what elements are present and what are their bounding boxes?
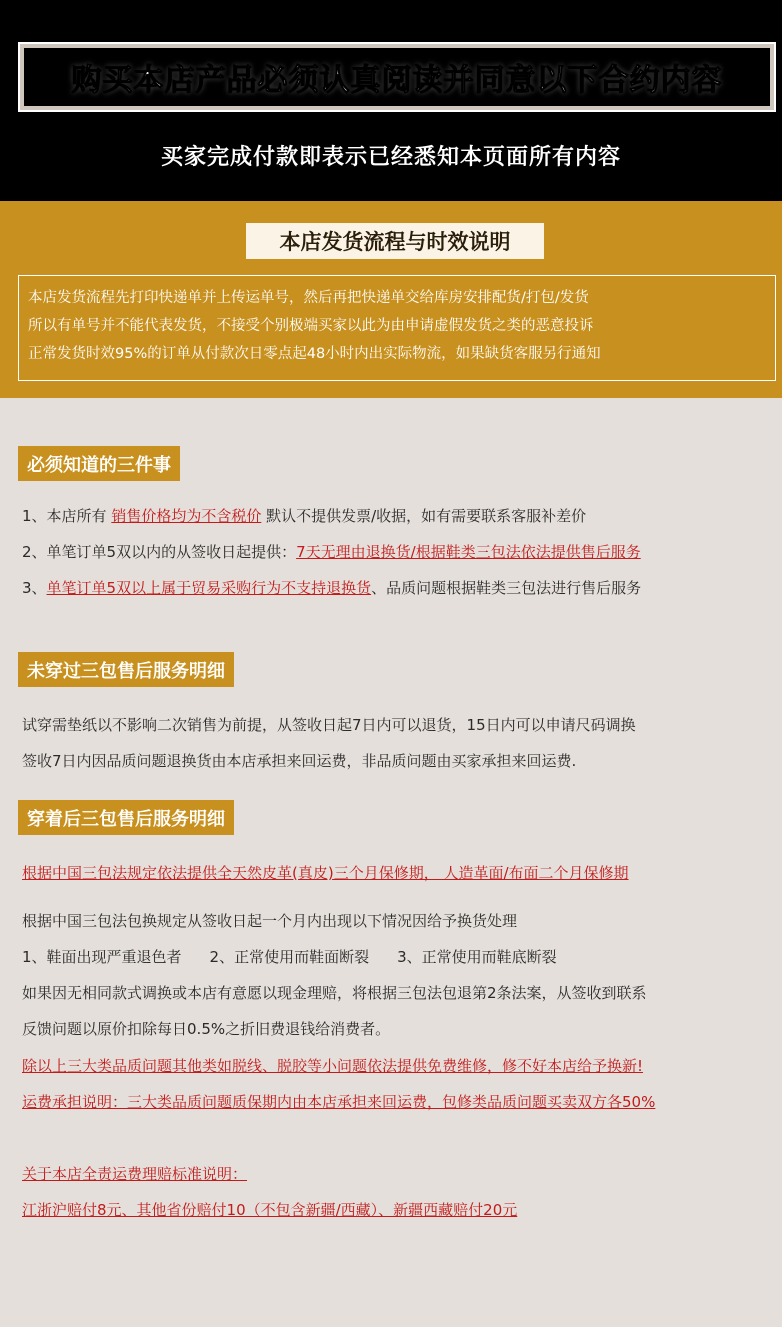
shipping-section bbox=[0, 201, 782, 398]
item-text: 默认不提供发票/收据，如有需要联系客服补差价 bbox=[261, 507, 587, 525]
three-things-item-1 bbox=[22, 506, 586, 526]
tax-price-highlight: 销售价格均为不含税价 bbox=[111, 507, 262, 525]
warranty-highlight: 根据中国三包法规定依法提供全天然皮革(真皮)三个月保修期， 人造革面/布面二个月保修期 bbox=[22, 864, 629, 882]
header-title: 购买本店产品必须认真阅读并同意以下合约内容 bbox=[71, 63, 723, 98]
three-things-item-3 bbox=[22, 578, 641, 598]
item-text: 2、单笔订单5双以内的从签收日起提供： bbox=[22, 543, 297, 561]
shipping-title: 本店发货流程与时效说明 bbox=[246, 223, 544, 259]
compensation-detail: 江浙沪赔付8元、其他省份赔付10（不包含新疆/西藏）、新疆西藏赔付20元 bbox=[22, 1201, 518, 1219]
warranty-line bbox=[22, 863, 629, 883]
item-text: 3、 bbox=[22, 579, 47, 597]
shipping-line: 正常发货时效95%的订单从付款次日零点起48小时内出实际物流，如果缺货客服另行通知 bbox=[28, 346, 601, 362]
item-text: 1、本店所有 bbox=[22, 507, 112, 525]
bulk-order-highlight: 单笔订单5双以上属于贸易采购行为不支持退换货 bbox=[46, 579, 372, 597]
shipping-line: 本店发货流程先打印快递单并上传运单号，然后再把快递单交给库房安排配货/打包/发货 bbox=[28, 290, 589, 306]
compensation-title: 关于本店全责运费理赔标准说明： bbox=[22, 1165, 248, 1183]
worn-service-label: 穿着后三包售后服务明细 bbox=[18, 800, 234, 835]
compensation-detail-line bbox=[22, 1200, 517, 1220]
refund-line: 如果因无相同款式调换或本店有意愿以现金理赔，将根据三包法包退第2条法案，从签收到联系 bbox=[22, 984, 647, 1002]
item-text: 、品质问题根据鞋类三包法进行售后服务 bbox=[371, 579, 642, 597]
shipping-line: 所以有单号并不能代表发货，不接受个别极端买家以此为由申请虚假发货之类的恶意投诉 bbox=[28, 318, 594, 334]
refund-line: 反馈问题以原价扣除每日0.5%之折旧费退钱给消费者。 bbox=[22, 1020, 391, 1038]
exchange-intro: 根据中国三包法包换规定从签收日起一个月内出现以下情况因给予换货处理 bbox=[22, 912, 518, 930]
repair-line bbox=[22, 1056, 643, 1076]
policy-content bbox=[0, 398, 782, 1327]
header-banner bbox=[0, 0, 782, 201]
compensation-title-line bbox=[22, 1164, 247, 1184]
three-things-label: 必须知道的三件事 bbox=[18, 446, 180, 481]
condition-item: 3、正常使用而鞋底断裂 bbox=[397, 948, 557, 966]
header-title-box bbox=[24, 48, 770, 106]
freight-highlight: 运费承担说明：三大类品质问题质保期内由本店承担来回运费，包修类品质问题买卖双方各50% bbox=[22, 1093, 656, 1111]
three-things-item-2 bbox=[22, 542, 641, 562]
unworn-line: 试穿需垫纸以不影响二次销售为前提，从签收日起7日内可以退货，15日内可以申请尺码调换 bbox=[22, 716, 636, 734]
return-policy-highlight: 7天无理由退换货/根据鞋类三包法依法提供售后服务 bbox=[296, 543, 641, 561]
unworn-service-label: 未穿过三包售后服务明细 bbox=[18, 652, 234, 687]
shipping-notice-box bbox=[18, 275, 776, 381]
header-title-frame bbox=[18, 42, 776, 112]
condition-item: 1、鞋面出现严重退色者 bbox=[22, 948, 182, 966]
header-subtitle: 买家完成付款即表示已经悉知本页面所有内容 bbox=[160, 145, 621, 170]
unworn-line: 签收7日内因品质问题退换货由本店承担来回运费，非品质问题由买家承担来回运费. bbox=[22, 752, 577, 770]
freight-line bbox=[22, 1092, 655, 1112]
condition-item: 2、正常使用而鞋面断裂 bbox=[209, 948, 370, 966]
repair-highlight: 除以上三大类品质问题其他类如脱线、脱胶等小问题依法提供免费维修，修不好本店给予换新! bbox=[22, 1057, 644, 1075]
exchange-conditions bbox=[22, 947, 557, 967]
